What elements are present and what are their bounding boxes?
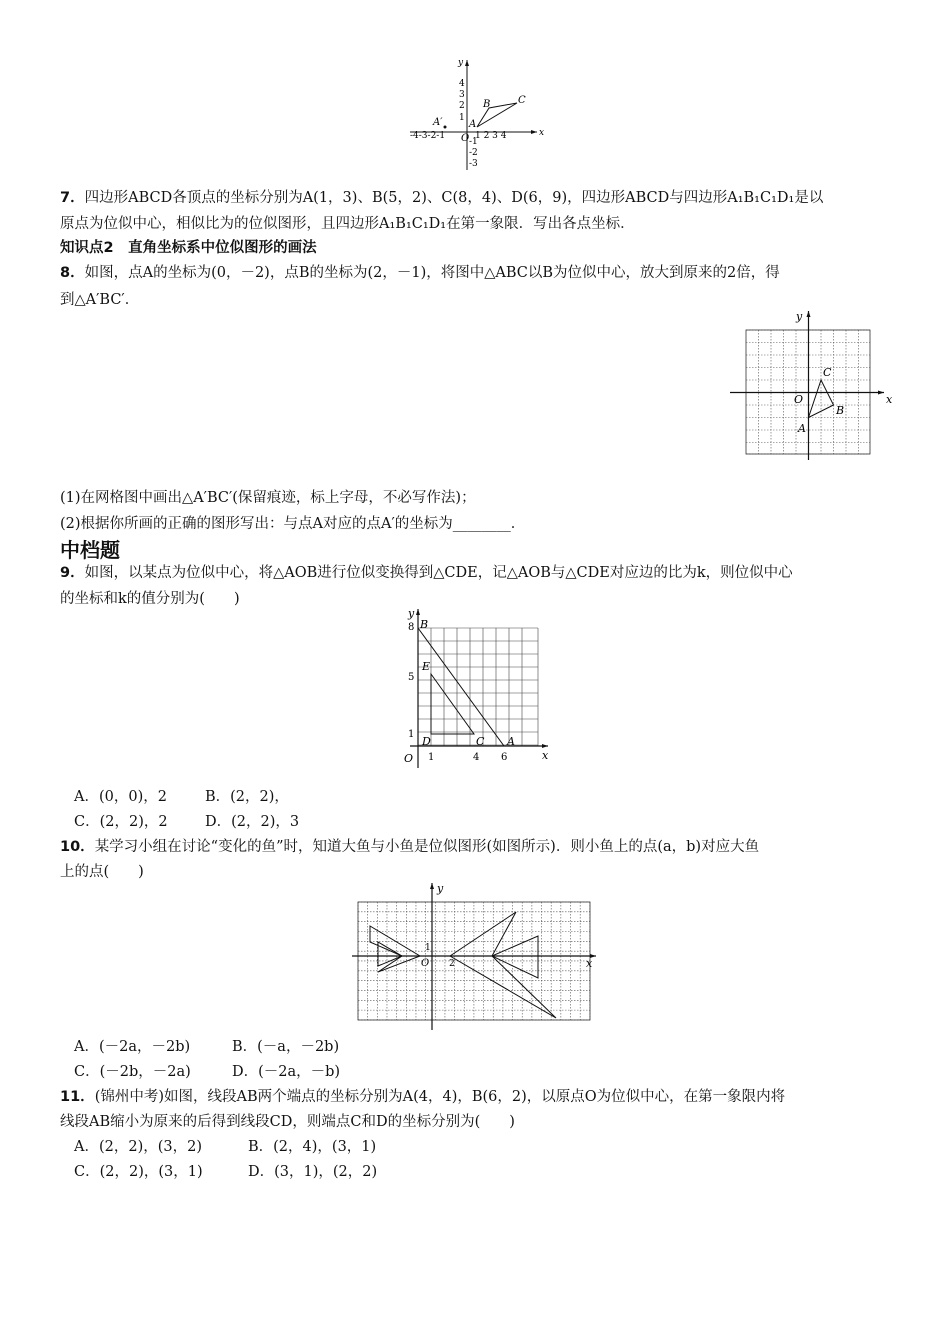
origin-label: O [404, 752, 414, 765]
question-11-line-1: 11．(锦州中考)如图，线段AB两个端点的坐标分别为A(4，4)，B(6，2)，以原点O为位似中心，在第一象限内将 [60, 1089, 786, 1105]
x-tick-2: 2 [449, 959, 455, 969]
y-tick-1: 1 [408, 729, 415, 740]
point-b-label: B [483, 99, 491, 110]
point-b-label: B [420, 618, 429, 631]
point-a-label: A [469, 119, 477, 130]
x-axis-label: x [886, 393, 893, 406]
question-7-line-2: 原点为位似中心，相似比为的位似图形，且四边形A₁B₁C₁D₁在第一象限．写出各点坐标． [60, 216, 635, 232]
x-tick-4: 4 [473, 752, 480, 763]
option-b: B．(－a，－2b) [232, 1039, 340, 1055]
question-7-line-1: 7．四边形ABCD各顶点的坐标分别为A(1，3)、B(5，2)、C(8，4)、D(6，9)，四边形ABCD与四边形A₁B₁C₁D₁是以 [60, 190, 824, 206]
y-tick: -2 [469, 148, 478, 158]
option-a: A．(－2a，－2b) [74, 1039, 191, 1055]
section-heading: 中档题 [60, 538, 120, 562]
y-axis-label: y [796, 310, 803, 323]
grid-figure-q9 [390, 606, 555, 772]
origin-label: O [794, 393, 804, 406]
question-8-part-2: (2)根据你所画的正确的图形写出：与点A对应的点A′的坐标为________． [60, 516, 526, 532]
option-b: B．(2，4)，(3，1) [248, 1139, 377, 1155]
question-9-line-1: 9．如图，以某点为位似中心，将△AOB进行位似变换得到△CDE，记△AOB与△CDE对应边的比为k，则位似中心 [60, 565, 793, 581]
question-10-line-1: 10．某学习小组在讨论“变化的鱼”时，知道大鱼与小鱼是位似图形(如图所示)．则小鱼上的点(a，b)对应大鱼 [60, 839, 760, 855]
question-number: 9． [60, 565, 85, 581]
option-d: D．(－2a，－b) [232, 1064, 341, 1080]
question-number: 8． [60, 265, 85, 281]
y-tick: 3 [459, 90, 465, 100]
x-ticks-negative: -4-3-2-1 [410, 131, 446, 141]
point-d-label: D [422, 735, 431, 748]
x-ticks-positive: 1 2 3 4 [475, 131, 507, 141]
y-tick-8: 8 [408, 622, 415, 633]
coordinate-figure-q6 [405, 55, 545, 175]
x-axis-label: x [542, 749, 549, 762]
question-8-part-1: (1)在网格图中画出△A′BC′(保留痕迹，标上字母，不必写作法)； [60, 490, 476, 506]
grid-figure-q8 [728, 308, 898, 464]
y-tick: 1 [459, 113, 465, 123]
y-tick-1: 1 [425, 943, 431, 953]
x-tick-1: 1 [428, 752, 435, 763]
question-number: 10． [60, 839, 95, 855]
option-a: A．(2，2)，(3，2) [74, 1139, 203, 1155]
fish-grid-figure-q10 [350, 880, 600, 1032]
point-c-label: C [823, 366, 832, 379]
point-a-label: A [798, 422, 806, 435]
y-tick: -3 [469, 159, 478, 169]
option-c: C．(2，2)，(3，1) [74, 1164, 203, 1180]
option-c: C．(2，2)，2 [74, 814, 168, 830]
point-a-prime-label: A′ [433, 117, 443, 128]
knowledge-point-heading: 知识点2 直角坐标系中位似图形的画法 [60, 240, 317, 256]
y-axis-label: y [437, 882, 444, 895]
point-c-label: C [518, 95, 526, 106]
y-tick-5: 5 [408, 672, 415, 683]
point-b-label: B [836, 404, 845, 417]
y-tick: -1 [469, 137, 478, 147]
option-d: D．(2，2)，3 [205, 814, 300, 830]
question-number: 7． [60, 190, 85, 206]
y-tick: 4 [459, 79, 465, 89]
question-number: 11． [60, 1089, 95, 1105]
origin-label: O [421, 958, 430, 969]
point-a-label: A [507, 735, 515, 748]
question-10-line-2: 上的点( ) [60, 864, 144, 880]
point-c-label: C [476, 735, 485, 748]
question-9-line-2: 的坐标和k的值分别为( ) [60, 591, 240, 607]
point-e-label: E [422, 660, 431, 673]
option-c: C．(－2b，－2a) [74, 1064, 191, 1080]
x-tick-6: 6 [501, 752, 508, 763]
y-tick: 2 [459, 101, 465, 111]
option-a: A．(0，0)，2 [74, 789, 167, 805]
question-11-line-2: 线段AB缩小为原来的后得到线段CD，则端点C和D的坐标分别为( ) [60, 1114, 515, 1130]
option-d: D．(3，1)，(2，2) [248, 1164, 378, 1180]
x-axis-label: x [586, 957, 593, 970]
origin-label: O [461, 133, 470, 144]
x-axis-label: x [539, 128, 545, 138]
y-axis-label: y [408, 607, 415, 620]
question-8-line-2: 到△A′BC′． [60, 292, 140, 308]
option-b: B．(2，2)， [205, 789, 289, 805]
y-axis-label: y [458, 58, 464, 68]
question-8-line-1: 8．如图，点A的坐标为(0，－2)，点B的坐标为(2，－1)，将图中△ABC以B为位似中心，放大到原来的2倍，得 [60, 265, 780, 281]
